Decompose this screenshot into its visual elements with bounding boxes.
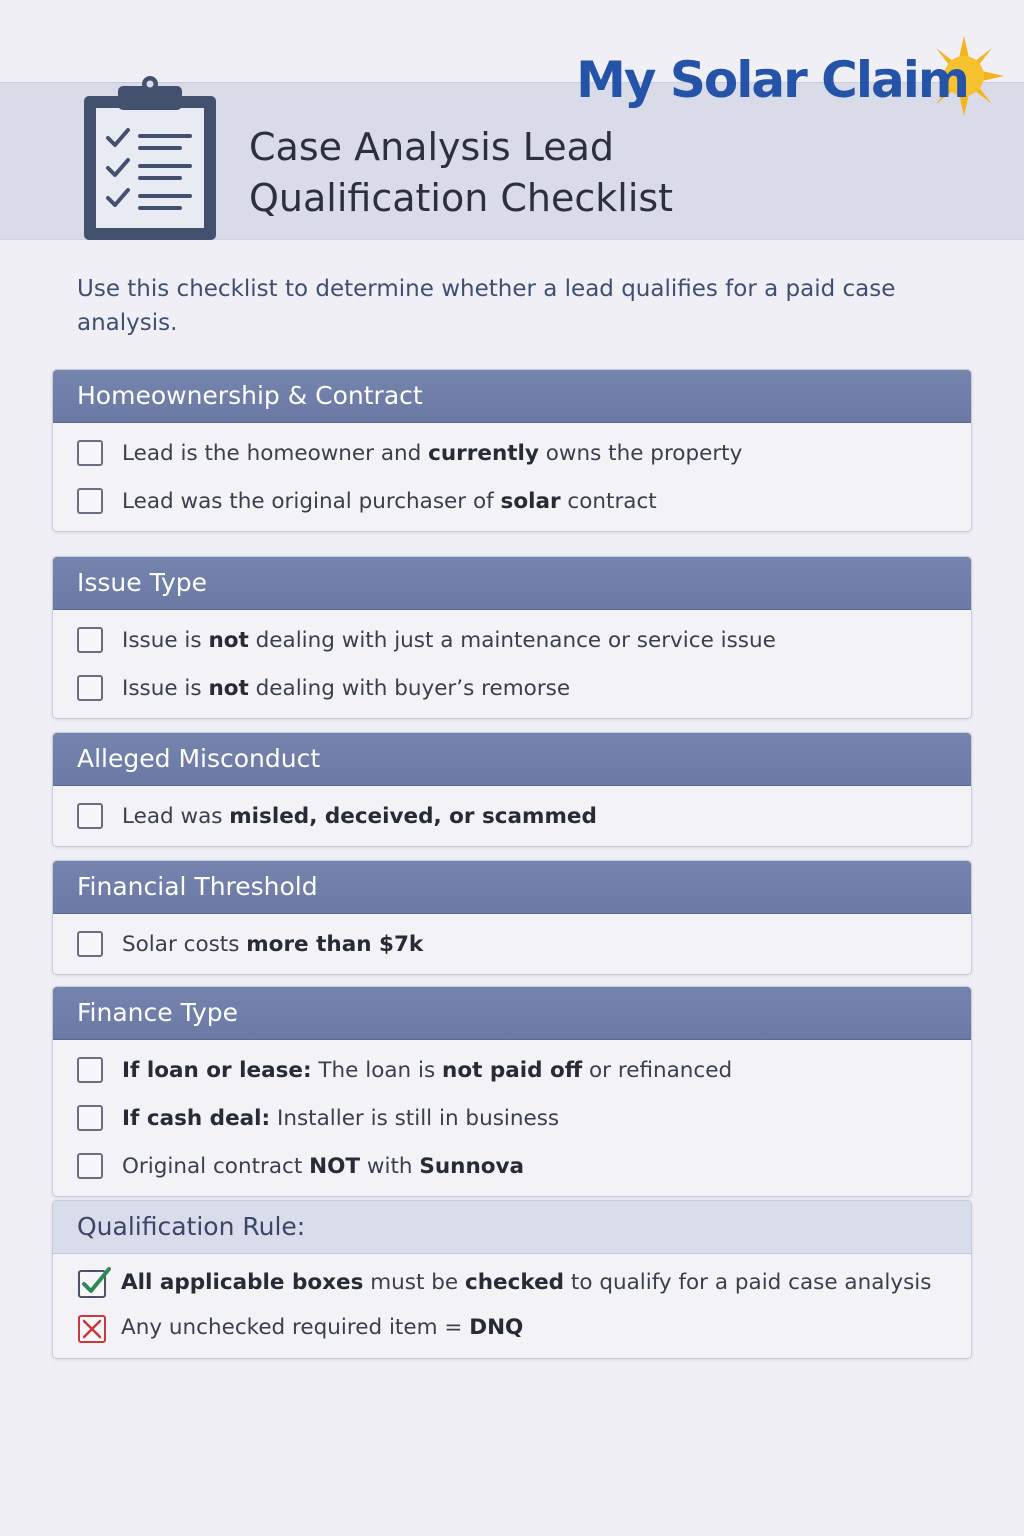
page-title xyxy=(249,122,769,224)
checkbox[interactable] xyxy=(77,488,103,514)
item-text: dealing with just a maintenance or service issue xyxy=(248,627,776,653)
item-text: must be xyxy=(363,1270,465,1295)
checklist-item[interactable] xyxy=(53,664,971,712)
checklist-item-label xyxy=(122,1058,732,1083)
checklist-item-label xyxy=(121,1315,523,1340)
checklist-item[interactable] xyxy=(53,920,971,968)
emphasis-text: more than $7k xyxy=(246,931,424,957)
emphasis-text: currently xyxy=(428,440,539,466)
brand-logo-text: My Solar Claim xyxy=(576,51,968,109)
checklist-item-label xyxy=(122,1106,559,1131)
emphasis-text: solar xyxy=(500,488,561,514)
emphasis-text: All applicable boxes xyxy=(121,1270,364,1295)
section-title: Homeownership & Contract xyxy=(53,370,971,423)
red-x-icon xyxy=(77,1312,111,1344)
checkbox[interactable] xyxy=(77,627,103,653)
rule-items xyxy=(53,1254,971,1358)
item-text: Issue is xyxy=(122,627,209,653)
section-items xyxy=(53,1040,971,1196)
item-text: Lead is the homeowner and xyxy=(122,440,429,466)
checklist-item-label xyxy=(122,932,423,957)
item-text: Any unchecked required item = xyxy=(121,1315,470,1340)
checkbox[interactable] xyxy=(77,803,103,829)
green-check-icon xyxy=(77,1267,111,1299)
section-alleged-misconduct xyxy=(52,732,972,847)
checkbox[interactable] xyxy=(77,1105,103,1131)
emphasis-text: Sunnova xyxy=(419,1153,525,1179)
section-items xyxy=(53,610,971,718)
checklist-item[interactable] xyxy=(53,792,971,840)
emphasis-text: If cash deal: xyxy=(122,1105,271,1131)
section-title: Alleged Misconduct xyxy=(53,733,971,786)
section-title: Issue Type xyxy=(53,557,971,610)
item-text: or refinanced xyxy=(582,1057,733,1083)
rule-item xyxy=(53,1305,971,1350)
section-title: Qualification Rule: xyxy=(53,1201,971,1254)
brand-logo xyxy=(576,40,968,120)
section-items xyxy=(53,786,971,846)
checklist-item-label xyxy=(122,489,657,514)
checkbox[interactable] xyxy=(77,1057,103,1083)
checklist-item[interactable] xyxy=(53,616,971,664)
item-text: Installer is still in business xyxy=(270,1105,560,1131)
section-financial-threshold xyxy=(52,860,972,975)
emphasis-text: not xyxy=(208,675,249,701)
checklist-item[interactable] xyxy=(53,1046,971,1094)
emphasis-text: DNQ xyxy=(469,1315,524,1340)
checklist-item[interactable] xyxy=(53,477,971,525)
item-text: The loan is xyxy=(311,1057,443,1083)
checklist-item[interactable] xyxy=(53,429,971,477)
emphasis-text: If loan or lease: xyxy=(122,1057,312,1083)
checkbox[interactable] xyxy=(77,1153,103,1179)
emphasis-text: misled, deceived, or scammed xyxy=(229,803,597,829)
section-title: Finance Type xyxy=(53,987,971,1040)
emphasis-text: NOT xyxy=(309,1153,361,1179)
section-homeownership-contract xyxy=(52,369,972,532)
section-issue-type xyxy=(52,556,972,719)
section-items xyxy=(53,423,971,531)
item-text: Original contract xyxy=(122,1153,310,1179)
checklist-item-label xyxy=(121,1270,931,1295)
section-finance-type xyxy=(52,986,972,1197)
checklist-item-label xyxy=(122,1154,524,1179)
emphasis-text: not xyxy=(208,627,249,653)
checklist-item-label xyxy=(122,676,570,701)
item-text: Solar costs xyxy=(122,931,247,957)
item-text: to qualify for a paid case analysis xyxy=(564,1270,932,1295)
checkbox[interactable] xyxy=(77,440,103,466)
page-title-line1: Case Analysis Lead xyxy=(249,125,615,169)
checkbox[interactable] xyxy=(77,931,103,957)
page-title-line2: Qualification Checklist xyxy=(249,176,674,220)
item-text: contract xyxy=(560,488,657,514)
intro-text: Use this checklist to determine whether a lead qualifies for a paid case analysis. xyxy=(77,276,896,336)
checkbox[interactable] xyxy=(77,675,103,701)
clipboard-checklist-icon xyxy=(80,74,220,244)
item-text: Lead was xyxy=(122,803,230,829)
item-text: Lead was the original purchaser of xyxy=(122,488,501,514)
section-title: Financial Threshold xyxy=(53,861,971,914)
checklist-item-label xyxy=(122,804,597,829)
item-text: Issue is xyxy=(122,675,209,701)
section-items xyxy=(53,914,971,974)
item-text: with xyxy=(360,1153,420,1179)
checklist-item[interactable] xyxy=(53,1094,971,1142)
section-qualification-rule xyxy=(52,1200,972,1359)
item-text: dealing with buyer’s remorse xyxy=(248,675,571,701)
rule-item xyxy=(53,1260,971,1305)
emphasis-text: checked xyxy=(464,1270,565,1295)
checklist-item-label xyxy=(122,628,776,653)
checklist-item[interactable] xyxy=(53,1142,971,1190)
checklist-item-label xyxy=(122,441,742,466)
item-text: owns the property xyxy=(538,440,743,466)
emphasis-text: not paid off xyxy=(442,1057,583,1083)
